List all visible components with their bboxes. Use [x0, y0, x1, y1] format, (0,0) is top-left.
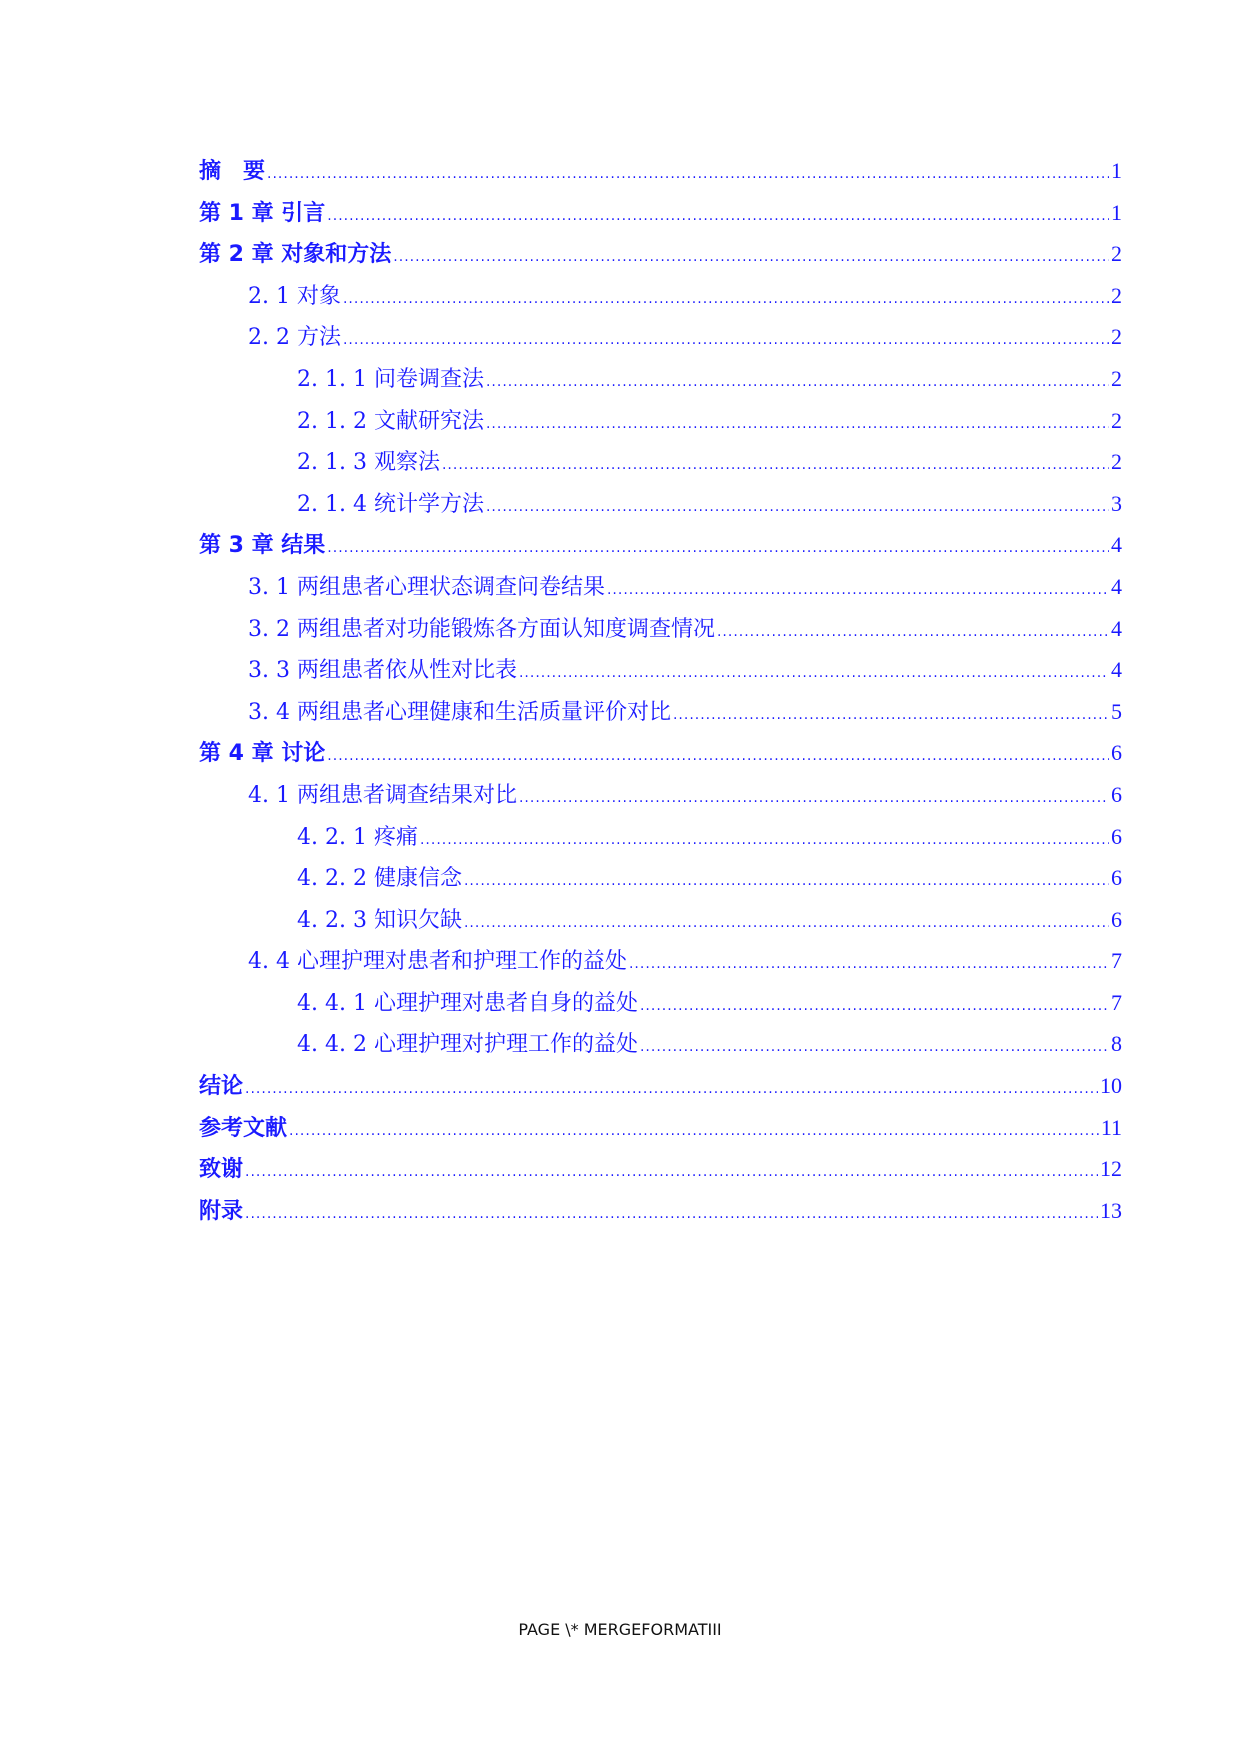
- dot-leader: [607, 567, 1109, 612]
- toc-entry[interactable]: [199, 1023, 1122, 1065]
- toc-entry-page: 2: [1111, 365, 1122, 391]
- toc-entry-page: 6: [1111, 781, 1122, 807]
- toc-entry-page: 13: [1100, 1197, 1122, 1223]
- dot-leader: [393, 234, 1109, 279]
- dot-leader: [640, 983, 1109, 1028]
- toc-entry[interactable]: [199, 566, 1122, 608]
- toc-entry[interactable]: [199, 358, 1122, 400]
- toc-entry-title: 第 1 章 引言: [199, 200, 326, 226]
- toc-entry[interactable]: [199, 441, 1122, 483]
- toc-entry-title: 参考文献: [199, 1115, 288, 1141]
- toc-entry-title: 附录: [199, 1198, 244, 1224]
- toc-entry[interactable]: [199, 732, 1122, 774]
- toc-entry-title: 2. 1. 3 观察法: [297, 450, 440, 476]
- toc-entry-page: 2: [1111, 449, 1122, 475]
- toc-entry-page: 2: [1111, 407, 1122, 433]
- toc-entry-page: 1: [1111, 158, 1122, 183]
- toc-entry-title: 3. 1 两组患者心理状态调查问卷结果: [248, 574, 605, 600]
- toc-entry-title: 第 3 章 结果: [199, 533, 326, 559]
- toc-entry-title: 4. 4. 1 心理护理对患者自身的益处: [297, 990, 638, 1016]
- dot-leader: [717, 609, 1109, 654]
- toc-entry[interactable]: [199, 1107, 1122, 1149]
- toc-entry-title: 4. 2. 1 疼痛: [297, 824, 418, 850]
- toc-entry-page: 11: [1100, 1114, 1122, 1140]
- dot-leader: [464, 900, 1109, 945]
- toc-entry-title: 4. 2. 2 健康信念: [297, 866, 462, 892]
- dot-leader: [343, 317, 1109, 362]
- dot-leader: [245, 1191, 1098, 1236]
- dot-leader: [267, 151, 1109, 196]
- toc-entry-title: 2. 2 方法: [248, 325, 341, 351]
- toc-entry-page: 5: [1111, 698, 1122, 724]
- dot-leader: [343, 276, 1109, 321]
- toc-entry-page: 4: [1111, 657, 1122, 683]
- toc-entry-title: 摘 要: [199, 159, 266, 184]
- toc-entry[interactable]: [199, 608, 1122, 650]
- toc-entry[interactable]: [199, 275, 1122, 317]
- toc-entry-title: 4. 4 心理护理对患者和护理工作的益处: [248, 949, 627, 975]
- toc-entry[interactable]: [199, 691, 1122, 733]
- toc-entry-title: 3. 4 两组患者心理健康和生活质量评价对比: [248, 699, 671, 725]
- toc-entry-page: 2: [1111, 282, 1122, 308]
- dot-leader: [245, 1066, 1098, 1111]
- toc-entry-page: 1: [1111, 199, 1122, 225]
- dot-leader: [673, 692, 1109, 737]
- dot-leader: [640, 1024, 1109, 1069]
- toc-entry[interactable]: [199, 1148, 1122, 1190]
- toc-entry[interactable]: [199, 1190, 1122, 1232]
- dot-leader: [486, 359, 1109, 404]
- toc-entry-title: 第 4 章 讨论: [199, 741, 326, 767]
- toc-entry[interactable]: [199, 899, 1122, 941]
- toc-entry-title: 4. 1 两组患者调查结果对比: [248, 782, 517, 808]
- toc-entry-page: 6: [1111, 823, 1122, 849]
- dot-leader: [327, 525, 1109, 570]
- toc-entry-page: 12: [1100, 1156, 1122, 1182]
- page-footer-field: PAGE \* MERGEFORMATIII: [518, 1620, 722, 1639]
- toc-entry-page: 4: [1111, 573, 1122, 599]
- dot-leader: [327, 733, 1109, 778]
- toc-entry[interactable]: [199, 150, 1122, 192]
- toc-entry[interactable]: [199, 774, 1122, 816]
- dot-leader: [519, 775, 1109, 820]
- dot-leader: [327, 193, 1109, 238]
- dot-leader: [519, 650, 1109, 695]
- dot-leader: [289, 1108, 1099, 1153]
- toc-entry-page: 6: [1111, 740, 1122, 766]
- toc-entry-title: 结论: [199, 1074, 244, 1100]
- toc-entry[interactable]: [199, 400, 1122, 442]
- toc-entry[interactable]: [199, 982, 1122, 1024]
- toc-entry-page: 7: [1111, 948, 1122, 974]
- dot-leader: [464, 858, 1109, 903]
- toc-entry-page: 2: [1111, 241, 1122, 267]
- dot-leader: [486, 484, 1109, 529]
- toc-entry-page: 6: [1111, 865, 1122, 891]
- toc-entry-page: 3: [1111, 490, 1122, 516]
- toc-entry-page: 10: [1100, 1073, 1122, 1099]
- toc-entry-title: 2. 1. 4 统计学方法: [297, 491, 484, 517]
- toc-entry[interactable]: [199, 857, 1122, 899]
- toc-entry-page: 4: [1111, 532, 1122, 558]
- toc-entry[interactable]: [199, 316, 1122, 358]
- toc-entry-page: 4: [1111, 615, 1122, 641]
- toc-entry[interactable]: [199, 192, 1122, 234]
- toc-entry[interactable]: [199, 483, 1122, 525]
- toc-entry[interactable]: [199, 524, 1122, 566]
- toc-entry-page: 2: [1111, 324, 1122, 350]
- toc-entry-title: 致谢: [199, 1157, 244, 1183]
- toc-entry-page: 6: [1111, 906, 1122, 932]
- dot-leader: [629, 941, 1109, 986]
- toc-entry-page: 7: [1111, 989, 1122, 1015]
- toc-entry-title: 第 2 章 对象和方法: [199, 242, 392, 268]
- toc-entry[interactable]: [199, 1065, 1122, 1107]
- toc-entry[interactable]: [199, 816, 1122, 858]
- toc-entry[interactable]: [199, 649, 1122, 691]
- dot-leader: [245, 1149, 1098, 1194]
- toc-entry-page: 8: [1111, 1031, 1122, 1057]
- toc-entry-title: 3. 3 两组患者依从性对比表: [248, 658, 517, 684]
- toc-entry-title: 4. 2. 3 知识欠缺: [297, 907, 462, 933]
- toc-entry-title: 2. 1. 1 问卷调查法: [297, 366, 484, 392]
- toc-entry-title: 4. 4. 2 心理护理对护理工作的益处: [297, 1032, 638, 1058]
- toc-entry-title: 2. 1 对象: [248, 283, 341, 309]
- toc-entry-title: 3. 2 两组患者对功能锻炼各方面认知度调查情况: [248, 616, 715, 642]
- toc-entry[interactable]: [199, 940, 1122, 982]
- dot-leader: [442, 442, 1109, 487]
- table-of-contents: [199, 150, 1122, 1231]
- dot-leader: [420, 817, 1109, 862]
- toc-entry-title: 2. 1. 2 文献研究法: [297, 408, 484, 434]
- toc-entry[interactable]: [199, 233, 1122, 275]
- dot-leader: [486, 401, 1109, 446]
